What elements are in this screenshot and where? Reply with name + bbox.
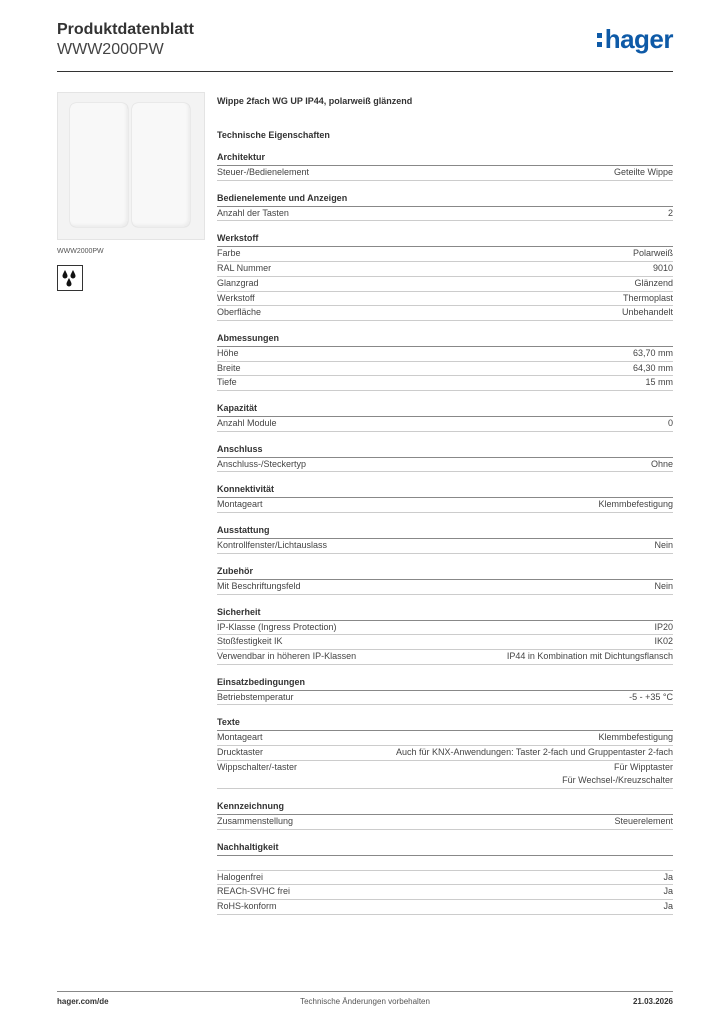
spec-row (217, 900, 673, 915)
spec-section (217, 191, 673, 222)
spec-value: Steuerelement (614, 816, 673, 827)
spec-row (217, 731, 673, 746)
spec-row (217, 856, 673, 871)
section-title: Kapazität (217, 401, 673, 417)
spec-value: Klemmbefestigung (598, 499, 673, 510)
spec-value: Für Wipptaster Für Wechsel-/Kreuzschalter (562, 761, 673, 786)
spec-value: 0 (667, 418, 673, 429)
spec-label: Breite (217, 362, 241, 373)
spec-row (217, 277, 673, 292)
spec-label: REACh-SVHC frei (217, 886, 291, 897)
header-divider (57, 71, 673, 72)
spec-label: Tiefe (217, 377, 237, 388)
spec-value: 2 (667, 207, 673, 218)
spec-value: 9010 (652, 263, 673, 274)
spec-label: RAL Nummer (217, 263, 272, 274)
spec-row (217, 458, 673, 473)
spec-row (217, 166, 673, 181)
spec-row (217, 885, 673, 900)
spec-label: Glanzgrad (217, 277, 259, 288)
spec-label: RoHS-konform (217, 900, 277, 911)
water-drops-icon (57, 265, 83, 291)
spec-row (217, 376, 673, 391)
rocker-right (132, 103, 190, 227)
spec-label: Anzahl der Tasten (217, 207, 289, 218)
footer-date: 21.03.2026 (632, 997, 673, 1006)
section-title: Nachhaltigkeit (217, 840, 673, 856)
section-title: Bedienelemente und Anzeigen (217, 191, 673, 207)
section-title: Anschluss (217, 442, 673, 458)
spec-value: Ja (663, 886, 673, 897)
spec-row (217, 262, 673, 277)
spec-row (217, 635, 673, 650)
rocker-left (70, 103, 128, 227)
specifications (217, 96, 673, 925)
spec-row (217, 207, 673, 222)
spec-section (217, 482, 673, 513)
section-title: Zubehör (217, 564, 673, 580)
spec-row (217, 650, 673, 665)
spec-value: Ja (663, 900, 673, 911)
footer-divider (57, 991, 673, 992)
spec-row (217, 761, 673, 789)
spec-label (217, 856, 220, 870)
page-header (57, 20, 677, 70)
spec-value: Ohne (650, 458, 673, 469)
section-title: Architektur (217, 150, 673, 166)
spec-value: IP20 (654, 621, 673, 632)
spec-label: IP-Klasse (Ingress Protection) (217, 621, 337, 632)
spec-label: Oberfläche (217, 307, 262, 318)
section-title: Konnektivität (217, 482, 673, 498)
spec-value: -5 - +35 °C (629, 691, 673, 702)
page-footer (57, 997, 673, 1011)
spec-value: Nein (654, 580, 673, 591)
section-title: Texte (217, 715, 673, 731)
spec-sections (217, 150, 673, 915)
spec-row (217, 621, 673, 636)
spec-row (217, 580, 673, 595)
spec-section (217, 150, 673, 181)
spec-label: Stoßfestigkeit IK (217, 636, 283, 647)
section-title: Werkstoff (217, 231, 673, 247)
spec-section (217, 401, 673, 432)
spec-label: Farbe (217, 248, 241, 259)
spec-row (217, 292, 673, 307)
section-title: Kennzeichnung (217, 799, 673, 815)
spec-label: Mit Beschriftungsfeld (217, 580, 301, 591)
footer-disclaimer: Technische Änderungen vorbehalten (300, 997, 430, 1006)
spec-label: Betriebstemperatur (217, 691, 294, 702)
spec-label: Kontrollfenster/Lichtauslass (217, 540, 328, 551)
spec-value: Nein (654, 540, 673, 551)
spec-label: Werkstoff (217, 292, 255, 303)
spec-value: Auch für KNX-Anwendungen: Taster 2-fach und Gruppentaster 2-fach (396, 747, 673, 758)
spec-section (217, 715, 673, 789)
spec-value: 15 mm (645, 377, 673, 388)
spec-section (217, 605, 673, 665)
spec-row (217, 871, 673, 886)
document-title: Produktdatenblatt (57, 21, 194, 38)
section-title: Abmessungen (217, 331, 673, 347)
spec-section (217, 840, 673, 915)
spec-label: Zusammenstellung (217, 816, 294, 827)
spec-value: Unbehandelt (621, 307, 673, 318)
spec-section (217, 331, 673, 391)
spec-row (217, 306, 673, 321)
spec-label: Höhe (217, 347, 239, 358)
spec-section (217, 523, 673, 554)
spec-label: Steuer-/Bedienelement (217, 167, 310, 177)
product-media (57, 92, 207, 291)
spec-row (217, 362, 673, 377)
logo-dots-icon (597, 34, 603, 48)
spec-section (217, 564, 673, 595)
hager-logo (597, 24, 673, 54)
spec-section (217, 675, 673, 706)
spec-label: Drucktaster (217, 747, 264, 758)
section-title: Sicherheit (217, 605, 673, 621)
spec-row (217, 498, 673, 513)
spec-value: IK02 (654, 636, 673, 647)
logo-text: hager (604, 24, 673, 54)
spec-label: Halogenfrei (217, 871, 264, 882)
tech-heading: Technische Eigenschaften (217, 130, 330, 140)
spec-row (217, 746, 673, 761)
spec-value: Geteilte Wippe (613, 167, 673, 177)
spec-row (217, 347, 673, 362)
product-name: Wippe 2fach WG UP IP44, polarweiß glänzend (217, 96, 413, 106)
document-subtitle: WWW2000PW (57, 41, 164, 58)
spec-row (217, 815, 673, 830)
spec-value: IP44 in Kombination mit Dichtungsflansch (506, 650, 673, 661)
spec-label: Wippschalter/-taster (217, 761, 298, 772)
spec-value: 63,70 mm (632, 347, 673, 358)
spec-value: 64,30 mm (632, 362, 673, 373)
spec-label: Verwendbar in höheren IP-Klassen (217, 650, 357, 661)
spec-value: Ja (663, 871, 673, 882)
spec-row (217, 691, 673, 706)
spec-label: Montageart (217, 732, 263, 743)
spec-label: Anzahl Module (217, 418, 277, 429)
spec-row (217, 247, 673, 262)
section-title: Ausstattung (217, 523, 673, 539)
image-caption: WWW2000PW (57, 248, 104, 255)
spec-label: Anschluss-/Steckertyp (217, 458, 307, 469)
spec-value: Klemmbefestigung (598, 732, 673, 743)
section-title: Einsatzbedingungen (217, 675, 673, 691)
spec-row (217, 539, 673, 554)
spec-section (217, 799, 673, 830)
spec-value: Polarweiß (632, 248, 673, 259)
spec-section (217, 442, 673, 473)
spec-label: Montageart (217, 499, 263, 510)
spec-row (217, 417, 673, 432)
spec-section (217, 231, 673, 321)
spec-value: Thermoplast (622, 292, 673, 303)
product-image (57, 92, 205, 240)
footer-website: hager.com/de (57, 997, 109, 1006)
spec-value: Glänzend (634, 277, 673, 288)
